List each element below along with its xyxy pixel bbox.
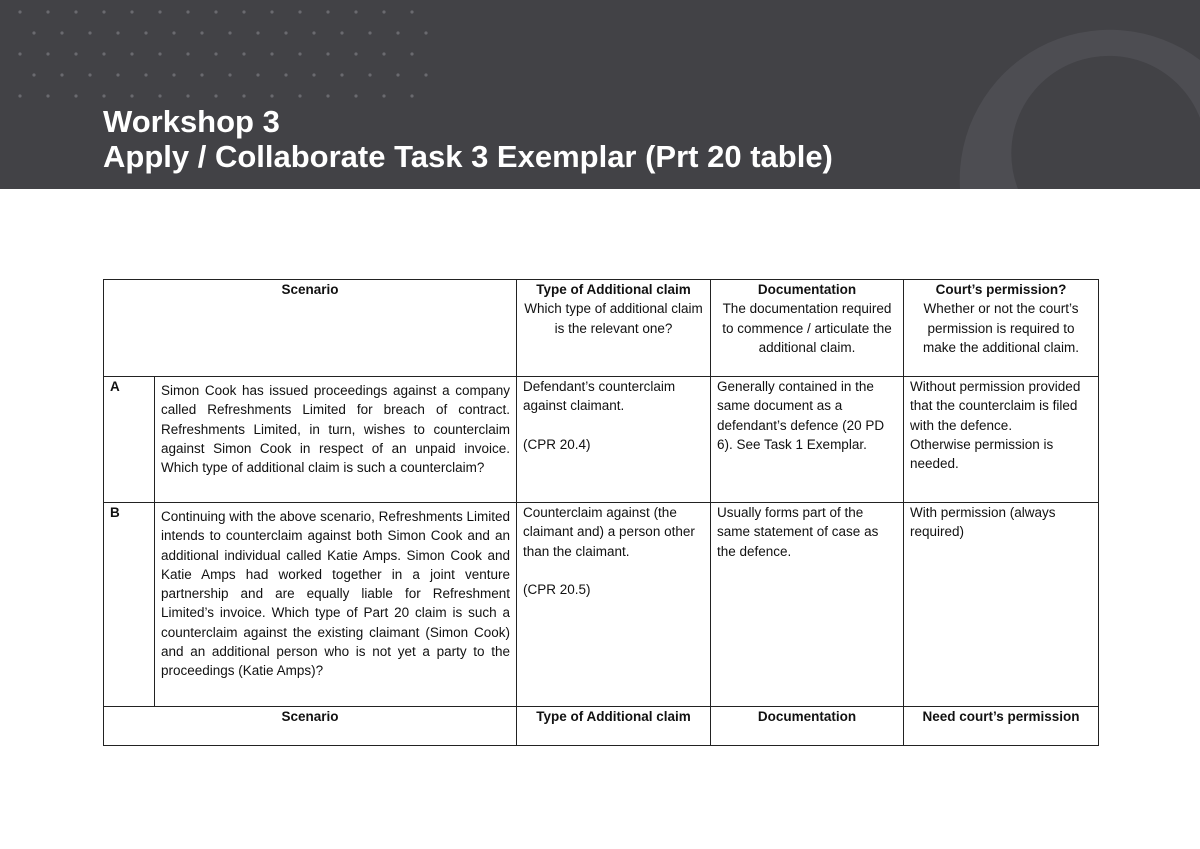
table-row [104, 377, 1099, 503]
table-row [104, 503, 1099, 707]
part20-table [103, 279, 1099, 746]
title-line-1: Workshop 3 [103, 104, 280, 139]
permission-cell: With permission (always required) [904, 503, 1099, 707]
row-label: A [104, 377, 155, 503]
scenario-cell: Simon Cook has issued proceedings against a company called Refreshments Limited for breach of contract. Refreshments Limited, in turn, wishes to counterclaim against Simon Cook in respect of an unpaid invoice. Which type of additional claim is such a counterclaim? [155, 377, 517, 503]
table-footer-row [104, 707, 1099, 746]
header-type: Type of Additional claim Which type of additional claim is the relevant one? [517, 280, 711, 377]
page-title [103, 104, 833, 174]
footer-permission: Need court’s permission [904, 707, 1099, 746]
table-header-row [104, 280, 1099, 377]
footer-scenario: Scenario [104, 707, 517, 746]
header-banner [0, 0, 1200, 189]
scenario-cell: Continuing with the above scenario, Refreshments Limited intends to counterclaim against both Simon Cook and an additional individual called Katie Amps. Simon Cook and Katie Amps had worked together in a joint venture partnership and are equally liable for Refreshment Limited’s invoice. Which type of Part 20 claim is such a counterclaim against the existing claimant (Simon Cook) and an additional person who is not yet a party to the proceedings (Katie Amps)? [155, 503, 517, 707]
type-cell: Counterclaim against (the claimant and) a person other than the claimant. (CPR 20.5) [517, 503, 711, 707]
decorative-dot-grid [0, 0, 460, 110]
row-label: B [104, 503, 155, 707]
title-line-2: Apply / Collaborate Task 3 Exemplar (Prt 20 table) [103, 139, 833, 174]
type-cell: Defendant’s counterclaim against claimant. (CPR 20.4) [517, 377, 711, 503]
permission-cell: Without permission provided that the counterclaim is filed with the defence. Otherwise permission is needed. [904, 377, 1099, 503]
header-permission: Court’s permission? Whether or not the court’s permission is required to make the additional claim. [904, 280, 1099, 377]
footer-documentation: Documentation [711, 707, 904, 746]
decorative-arc [900, 0, 1200, 189]
header-documentation: Documentation The documentation required to commence / articulate the additional claim. [711, 280, 904, 377]
footer-type: Type of Additional claim [517, 707, 711, 746]
documentation-cell: Generally contained in the same document as a defendant’s defence (20 PD 6). See Task 1 Exemplar. [711, 377, 904, 503]
header-scenario: Scenario [104, 280, 517, 377]
documentation-cell: Usually forms part of the same statement of case as the defence. [711, 503, 904, 707]
